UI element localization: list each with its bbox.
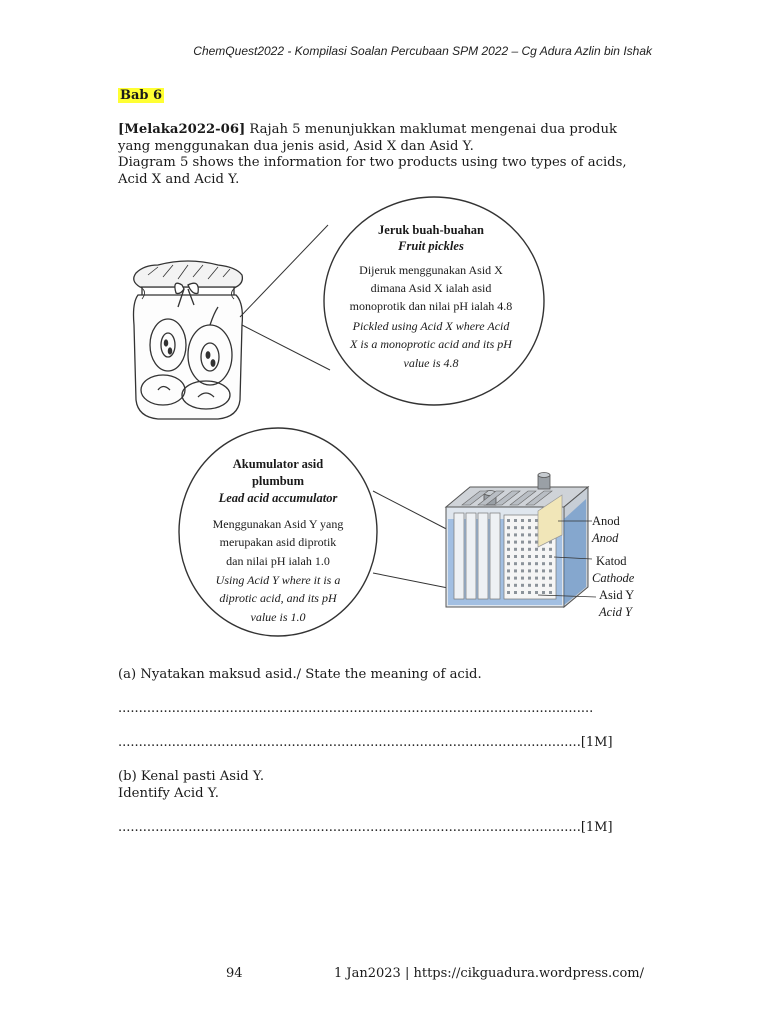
grid-cell [521,591,524,594]
grid-cell [528,577,531,580]
grid-cell [521,519,524,522]
pickle-title-ms: Jeruk buah-buahan [378,223,484,237]
question-intro [118,122,658,188]
grid-cell [542,562,545,565]
grid-cell [535,526,538,529]
grid-cell [535,584,538,587]
grid-cell [528,519,531,522]
grid-cell [528,533,531,536]
grid-cell [514,555,517,558]
grid-cell [507,541,510,544]
pickle-ms-line-3: monoprotik dan nilai pH ialah 4.8 [349,299,513,313]
chapter-label: Bab 6 [120,88,163,103]
grid-cell [535,591,538,594]
anode-label-ms: Anod [592,514,620,528]
grid-cell [521,533,524,536]
grid-cell [507,577,510,580]
grid-cell [542,569,545,572]
grid-cell [514,584,517,587]
grid-cell [521,548,524,551]
accumulator-ms-line-2: merupakan asid diprotik [219,535,337,549]
grid-cell [549,548,552,551]
grid-cell [542,577,545,580]
grid-cell [535,555,538,558]
pickle-en-line-2: X is a monoprotic acid and its pH [350,337,512,351]
grid-cell [514,569,517,572]
grid-cell [521,541,524,544]
accumulator-en-line-3: value is 1.0 [250,610,306,624]
grid-cell [507,555,510,558]
grid-cell [521,577,524,580]
grid-cell [535,519,538,522]
grid-cell [514,526,517,529]
accumulator-title-ms-1: Akumulator asid [232,457,324,471]
grid-cell [507,562,510,565]
grid-cell [535,577,538,580]
grid-cell [535,562,538,565]
grid-cell [514,562,517,565]
grid-cell [507,519,510,522]
footer-info: 1 Jan2023 | https://cikguadura.wordpress.com/ [334,966,644,981]
answer-line-b[interactable]: ................................................................................................................[1M] [118,820,613,835]
accumulator-en-line-2: diprotic acid, and its pH [219,591,337,605]
pickle-en-line-1: Pickled using Acid X where Acid [352,319,510,333]
grid-cell [507,526,510,529]
pickle-ms-line-1: Dijeruk menggunakan Asid X [359,263,503,277]
grid-cell [528,591,531,594]
grid-cell [521,562,524,565]
grid-cell [542,548,545,551]
grid-cell [542,584,545,587]
grid-cell [528,548,531,551]
intro-line-1-text: Rajah 5 menunjukkan maklumat mengenai dua produk [245,122,617,137]
intro-line-3: Diagram 5 shows the information for two products using two types of acids, [118,155,627,170]
grid-cell [549,591,552,594]
grid-cell [528,562,531,565]
pickle-callout-line-top [240,225,328,317]
grid-cell [542,591,545,594]
grid-cell [549,555,552,558]
grid-cell [514,519,517,522]
accumulator-ms-line-3: dan nilai pH ialah 1.0 [226,554,330,568]
grid-cell [535,548,538,551]
grid-cell [507,569,510,572]
accumulator-ms-line-1: Menggunakan Asid Y yang [212,517,344,531]
grid-cell [528,526,531,529]
question-b-ms: (b) Kenal pasti Asid Y. [118,769,265,784]
grid-cell [507,584,510,587]
pickle-callout-line-bottom [242,325,330,370]
grid-cell [507,591,510,594]
grid-cell [528,584,531,587]
grid-cell [514,548,517,551]
pickle-ms-line-2: dimana Asid X ialah asid [370,281,492,295]
question-b-en: Identify Acid Y. [118,786,219,801]
acid-label-ms: Asid Y [599,588,635,602]
grid-cell [521,584,524,587]
accumulator-callout-line-top [373,491,458,535]
intro-line-4: Acid X and Acid Y. [118,171,240,187]
lead-acid-battery-illustration [446,473,596,608]
cathode-label-en: Cathode [592,571,635,585]
grid-cell [549,569,552,572]
answer-line-a-2[interactable]: ................................................................................................................[1M] [118,735,613,750]
accumulator-en-line-1: Using Acid Y where it is a [215,573,341,587]
grid-cell [528,569,531,572]
grid-cell [549,577,552,580]
grid-cell [535,533,538,536]
accumulator-callout-line-bottom [373,573,458,590]
intro-line-1 [118,122,658,139]
grid-cell [549,584,552,587]
grid-cell [507,548,510,551]
anode-label-en: Anod [592,531,619,545]
pickle-title-en: Fruit pickles [398,239,464,253]
answer-line-a-1[interactable]: ................................................................................................................... [118,701,594,716]
page-number: 94 [226,966,243,981]
grid-cell [514,541,517,544]
question-reference: [Melaka2022-06] [118,122,246,137]
grid-cell [542,555,545,558]
diagram-5 [118,195,658,650]
grid-cell [535,569,538,572]
grid-cell [528,555,531,558]
grid-cell [521,555,524,558]
accumulator-title-en: Lead acid accumulator [218,491,338,505]
pickle-jar-illustration [134,261,243,419]
grid-cell [521,526,524,529]
intro-line-2: yang menggunakan dua jenis asid, Asid X dan Asid Y. [118,138,474,154]
grid-cell [521,569,524,572]
running-header: ChemQuest2022 - Kompilasi Soalan Percubaan SPM 2022 – Cg Adura Azlin bin Ishak [193,44,652,58]
pickle-en-line-3: value is 4.8 [403,356,459,370]
grid-cell [514,591,517,594]
grid-cell [528,541,531,544]
accumulator-title-ms-2: plumbum [251,474,305,488]
grid-cell [514,533,517,536]
grid-cell [549,562,552,565]
grid-cell [507,533,510,536]
question-a: (a) Nyatakan maksud asid./ State the meaning of acid. [118,667,482,682]
grid-cell [514,577,517,580]
cathode-label-ms: Katod [596,554,627,568]
acid-label-en: Acid Y [599,605,632,619]
grid-cell [535,541,538,544]
